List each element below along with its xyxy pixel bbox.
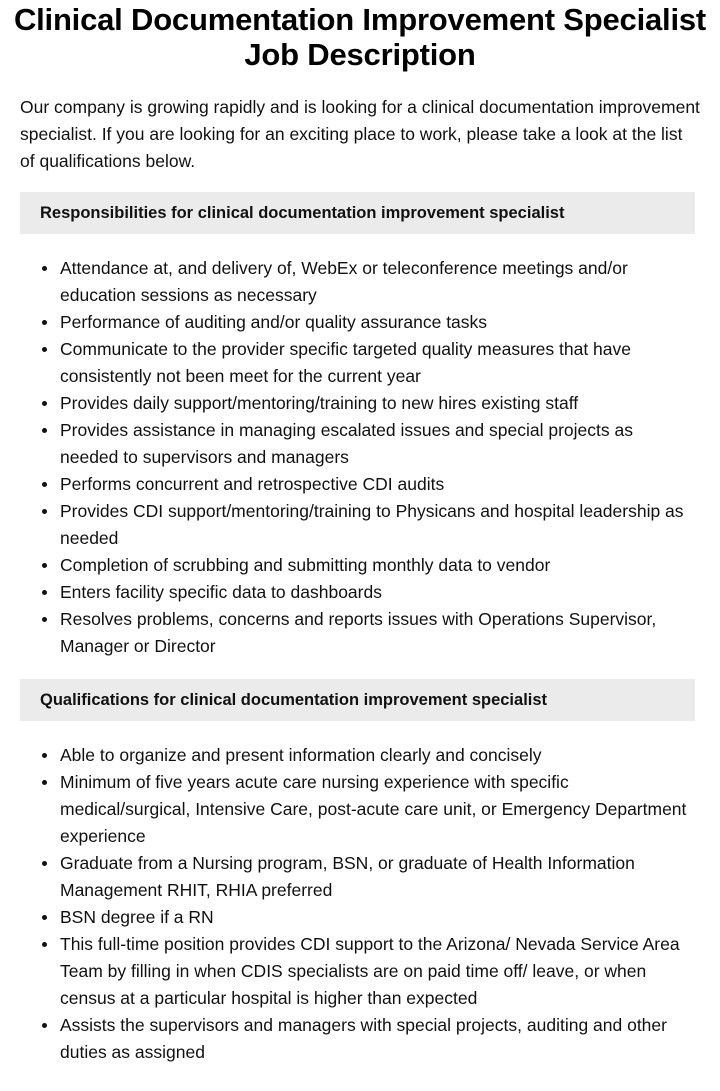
list-item: Performs concurrent and retrospective CDI audits: [0, 471, 690, 498]
list-item: Provides CDI support/mentoring/training to Physicans and hospital leadership as needed: [0, 498, 690, 552]
bullet-icon: [42, 347, 47, 352]
qualifications-heading: [20, 679, 695, 721]
list-item: Attendance at, and delivery of, WebEx or teleconference meetings and/or education sessions as necessary: [0, 255, 690, 309]
bullet-icon: [42, 780, 47, 785]
bullet-icon: [42, 617, 47, 622]
responsibilities-heading: [20, 192, 695, 234]
bullet-icon: [42, 428, 47, 433]
page-title-line-1: Clinical Documentation Improvement Specialist: [13, 2, 707, 37]
bullet-icon: [42, 266, 47, 271]
bullet-icon: [42, 563, 47, 568]
list-item: This full-time position provides CDI support to the Arizona/ Nevada Service Area Team by filling in when CDIS specialists are on paid time off/ leave, or when census at a particular hospital is higher than expected: [0, 931, 690, 1012]
qualifications-heading-text: Qualifications for clinical documentation improvement specialist: [40, 690, 548, 709]
bullet-icon: [42, 753, 47, 758]
responsibilities-heading-text: Responsibilities for clinical documentation improvement specialist: [40, 203, 565, 222]
list-item: Assists the supervisors and managers with special projects, auditing and other duties as assigned: [0, 1012, 690, 1066]
bullet-icon: [42, 861, 47, 866]
page-title: [0, 0, 720, 72]
list-item: Provides daily support/mentoring/training to new hires existing staff: [0, 390, 690, 417]
page-title-line-2: Job Description: [244, 37, 476, 72]
bullet-icon: [42, 915, 47, 920]
list-item: Able to organize and present information clearly and concisely: [0, 742, 690, 769]
list-item: Resolves problems, concerns and reports issues with Operations Supervisor, Manager or Director: [0, 606, 690, 660]
bullet-icon: [42, 590, 47, 595]
bullet-icon: [42, 509, 47, 514]
bullet-icon: [42, 320, 47, 325]
list-item: BSN degree if a RN: [0, 904, 690, 931]
responsibilities-list: [0, 255, 720, 660]
list-item: Minimum of five years acute care nursing experience with specific medical/surgical, Intensive Care, post-acute care unit, or Emergency Department experience: [0, 769, 690, 850]
bullet-icon: [42, 1023, 47, 1028]
intro-paragraph: Our company is growing rapidly and is looking for a clinical documentation improvement specialist. If you are looking for an exciting place to work, please take a look at the list of qualifications below.: [20, 97, 700, 171]
list-item: Provides assistance in managing escalated issues and special projects as needed to supervisors and managers: [0, 417, 690, 471]
list-item: Performance of auditing and/or quality assurance tasks: [0, 309, 690, 336]
qualifications-list: [0, 742, 720, 1066]
list-item: Graduate from a Nursing program, BSN, or graduate of Health Information Management RHIT, RHIA preferred: [0, 850, 690, 904]
bullet-icon: [42, 482, 47, 487]
list-item: Completion of scrubbing and submitting monthly data to vendor: [0, 552, 690, 579]
bullet-icon: [42, 942, 47, 947]
list-item: Enters facility specific data to dashboards: [0, 579, 690, 606]
list-item: Communicate to the provider specific targeted quality measures that have consistently not been meet for the current year: [0, 336, 690, 390]
bullet-icon: [42, 401, 47, 406]
